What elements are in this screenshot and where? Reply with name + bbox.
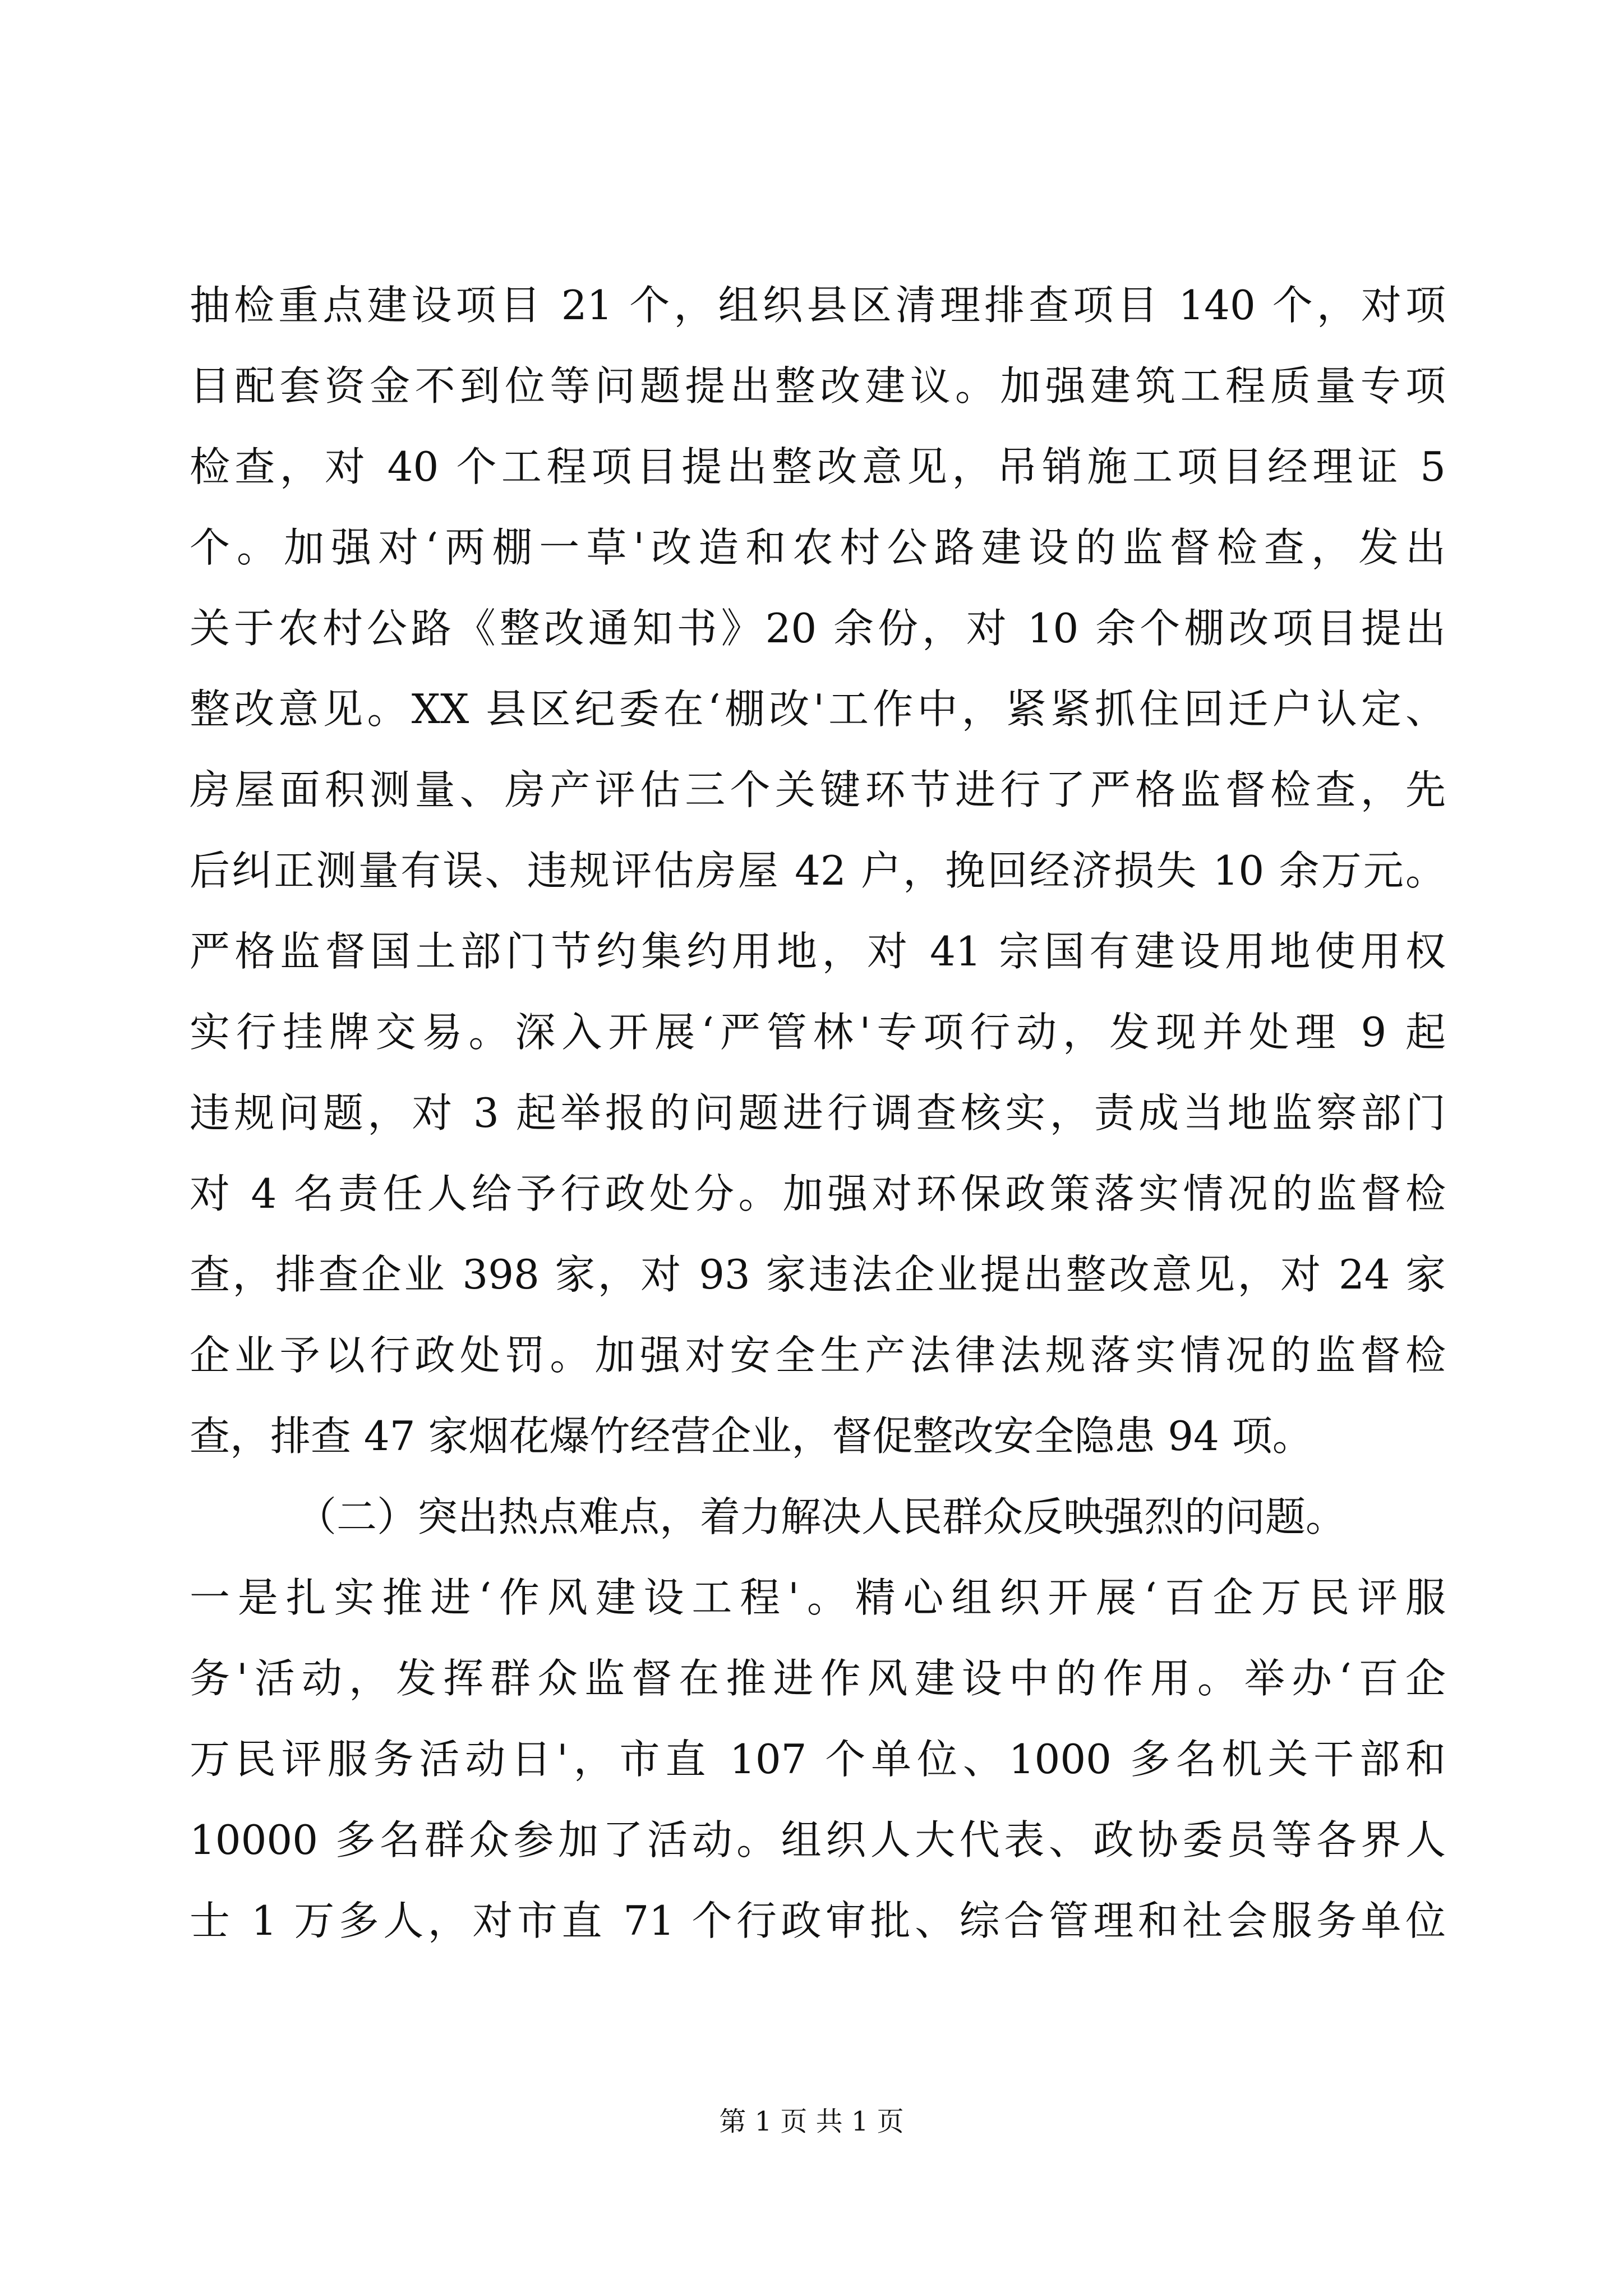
text-line: 对 4 名责任人给予行政处分。加强对环保政策落实情况的监督检: [190, 1170, 1446, 1217]
text-line: 违规问题，对 3 起举报的问题进行调查核实，责成当地监察部门: [190, 1089, 1446, 1137]
text-line: 个。加强对‘两棚一草'改造和农村公路建设的监督检查，发出: [190, 524, 1446, 571]
text-line: 实行挂牌交易。深入开展‘严管林'专项行动，发现并处理 9 起: [190, 1009, 1446, 1056]
text-line: 务'活动，发挥群众监督在推进作风建设中的作用。举办‘百企: [190, 1655, 1446, 1702]
text-line: 目配套资金不到位等问题提出整改建议。加强建筑工程质量专项: [190, 362, 1446, 409]
text-line: 抽检重点建设项目 21 个，组织县区清理排查项目 140 个，对项: [190, 282, 1446, 329]
text-line: 严格监督国土部门节约集约用地，对 41 宗国有建设用地使用权: [190, 928, 1446, 975]
text-line: 后纠正测量有误、违规评估房屋 42 户，挽回经济损失 10 余万元。: [190, 847, 1446, 894]
page-footer: 第 1 页 共 1 页: [719, 2106, 904, 2137]
body-text: [190, 265, 1446, 1961]
text-line: 士 1 万多人，对市直 71 个行政审批、综合管理和社会服务单位: [190, 1897, 1446, 1944]
text-line: 万民评服务活动日'，市直 107 个单位、1000 多名机关干部和: [190, 1736, 1446, 1783]
text-line: 10000 多名群众参加了活动。组织人大代表、政协委员等各界人: [190, 1816, 1446, 1864]
text-line: 整改意见。XX 县区纪委在‘棚改'工作中，紧紧抓住回迁户认定、: [190, 685, 1446, 733]
text-line: 检查，对 40 个工程项目提出整改意见，吊销施工项目经理证 5: [190, 443, 1446, 490]
text-line: 房屋面积测量、房产评估三个关键环节进行了严格监督检查，先: [190, 766, 1446, 813]
text-line: 查，排查 47 家烟花爆竹经营企业，督促整改安全隐患 94 项。: [190, 1412, 1313, 1460]
text-line: 一是扎实推进‘作风建设工程'。精心组织开展‘百企万民评服: [190, 1574, 1446, 1621]
section-heading: （二）突出热点难点，着力解决人民群众反映强烈的问题。: [296, 1493, 1347, 1540]
text-line: 查，排查企业 398 家，对 93 家违法企业提出整改意见，对 24 家: [190, 1251, 1446, 1298]
text-line: 企业予以行政处罚。加强对安全生产法律法规落实情况的监督检: [190, 1332, 1446, 1379]
text-line: 关于农村公路《整改通知书》20 余份，对 10 余个棚改项目提出: [190, 605, 1446, 652]
